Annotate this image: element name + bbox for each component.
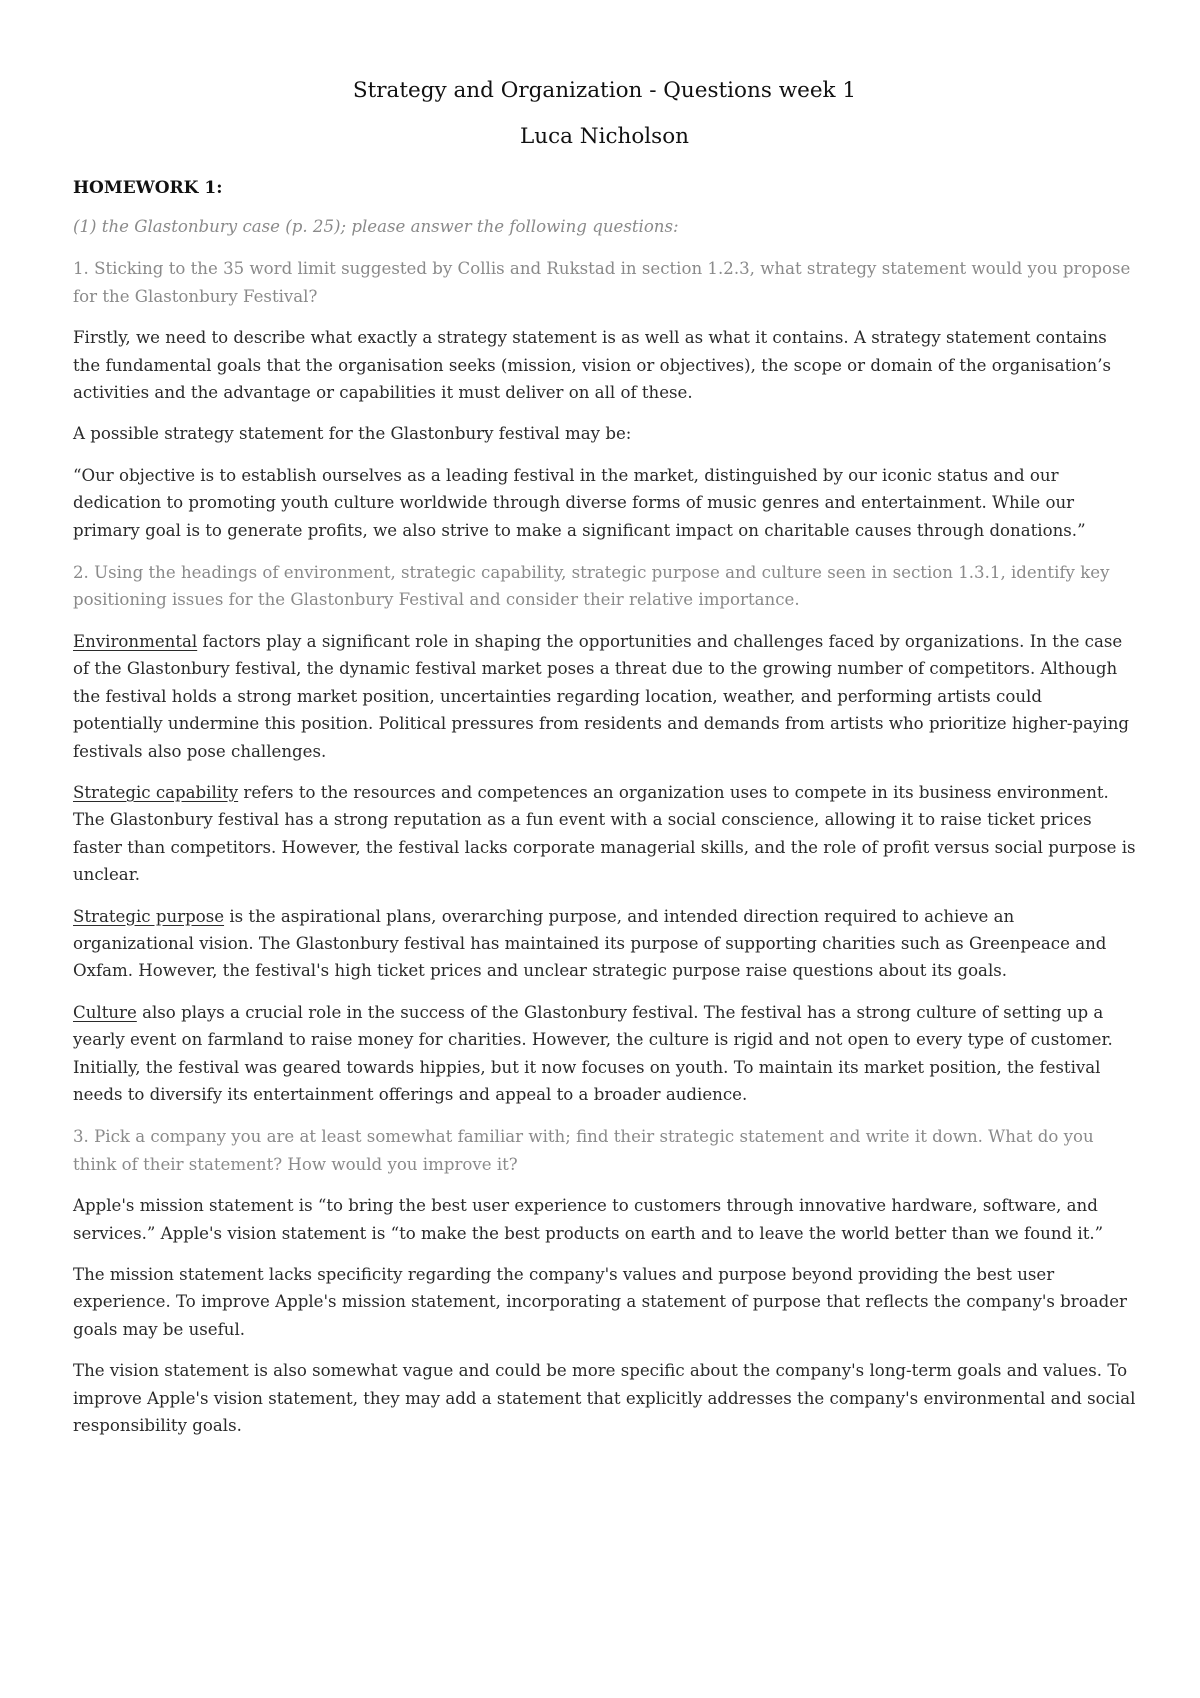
document-title: Strategy and Organization - Questions week 1 [352, 78, 857, 103]
homework-heading: HOMEWORK 1: [73, 178, 223, 198]
answer-3-paragraph-3: The vision statement is also somewhat vague and could be more specific about the company's long-term goals and values. To improve Apple's vision statement, they may add a statement that explicitly addresses the company's environmental and social responsibility goals. [73, 1361, 1136, 1436]
purpose-term: Strategic purpose [73, 906, 225, 926]
capability-term: Strategic capability [73, 782, 239, 802]
answer-1-paragraph-2: A possible strategy statement for the Glastonbury festival may be: [73, 424, 632, 444]
answer-3-paragraph-2: The mission statement lacks specificity regarding the company's values and purpose beyond providing the best user experience. To improve Apple's mission statement, incorporating a statement of purpose that reflects the company's broader goals may be useful. [73, 1265, 1127, 1339]
answer-1-strategy-statement: “Our objective is to establish ourselves as a leading festival in the market, distinguished by our iconic status and our dedication to promoting youth culture worldwide through diverse forms of music genres and entertainment. While our primary goal is to generate profits, we also strive to make a significant impact on charitable causes through donations.” [73, 465, 1086, 540]
culture-text: also plays a crucial role in the success of the Glastonbury festival. The festival has a strong culture of setting up a yearly event on farmland to raise money for charities. However, the culture is rigid and not open to every type of customer. Initially, the festival was geared towards hippies, but it now focuses on youth. To maintain its market position, the festival needs to diversify its entertainment offerings and appeal to a broader audience. [73, 1002, 1113, 1104]
assignment-intro: (1) the Glastonbury case (p. 25); please answer the following questions: [73, 217, 679, 236]
question-2: 2. Using the headings of environment, strategic capability, strategic purpose and culture seen in section 1.3.1, identify key positioning issues for the Glastonbury Festival and consider their relative importance. [73, 563, 1110, 610]
answer-2-culture [73, 999, 1136, 1109]
environment-text: factors play a significant role in shaping the opportunities and challenges faced by organizations. In the case of the Glastonbury festival, the dynamic festival market poses a threat due to the growing number of competitors. Although the festival holds a strong market position, uncertainties regarding location, weather, and performing artists could potentially undermine this position. Political pressures from residents and demands from artists who prioritize higher-paying festivals also pose challenges. [73, 631, 1130, 761]
author-name: Luca Nicholson [519, 124, 690, 149]
answer-2-purpose [73, 903, 1136, 985]
environment-term: Environmental [73, 631, 198, 651]
answer-2-environment [73, 628, 1136, 765]
question-1: 1. Sticking to the 35 word limit suggested by Collis and Rukstad in section 1.2.3, what strategy statement would you propose for the Glastonbury Festival? [73, 259, 1131, 306]
culture-term: Culture [73, 1002, 137, 1022]
question-3: 3. Pick a company you are at least somewhat familiar with; find their strategic statement and write it down. What do you think of their statement? How would you improve it? [73, 1127, 1094, 1174]
answer-2-capability [73, 779, 1136, 889]
answer-3-paragraph-1: Apple's mission statement is “to bring the best user experience to customers through innovative hardware, software, and services.” Apple's vision statement is “to make the best products on earth and to leave the world better than we found it.” [73, 1196, 1104, 1243]
answer-1-paragraph-1: Firstly, we need to describe what exactly a strategy statement is as well as what it contains. A strategy statement contains the fundamental goals that the organisation seeks (mission, vision or objectives), the scope or domain of the organisation’s activities and the advantage or capabilities it must deliver on all of these. [73, 328, 1112, 403]
capability-text: refers to the resources and competences an organization uses to compete in its business environment. The Glastonbury festival has a strong reputation as a fun event with a social conscience, allowing it to raise ticket prices faster than competitors. However, the festival lacks corporate managerial skills, and the role of profit versus social purpose is unclear. [73, 782, 1136, 885]
purpose-text: is the aspirational plans, overarching purpose, and intended direction required to achieve an organizational vision. The Glastonbury festival has maintained its purpose of supporting charities such as Greenpeace and Oxfam. However, the festival's high ticket prices and unclear strategic purpose raise questions about its goals. [73, 906, 1107, 981]
